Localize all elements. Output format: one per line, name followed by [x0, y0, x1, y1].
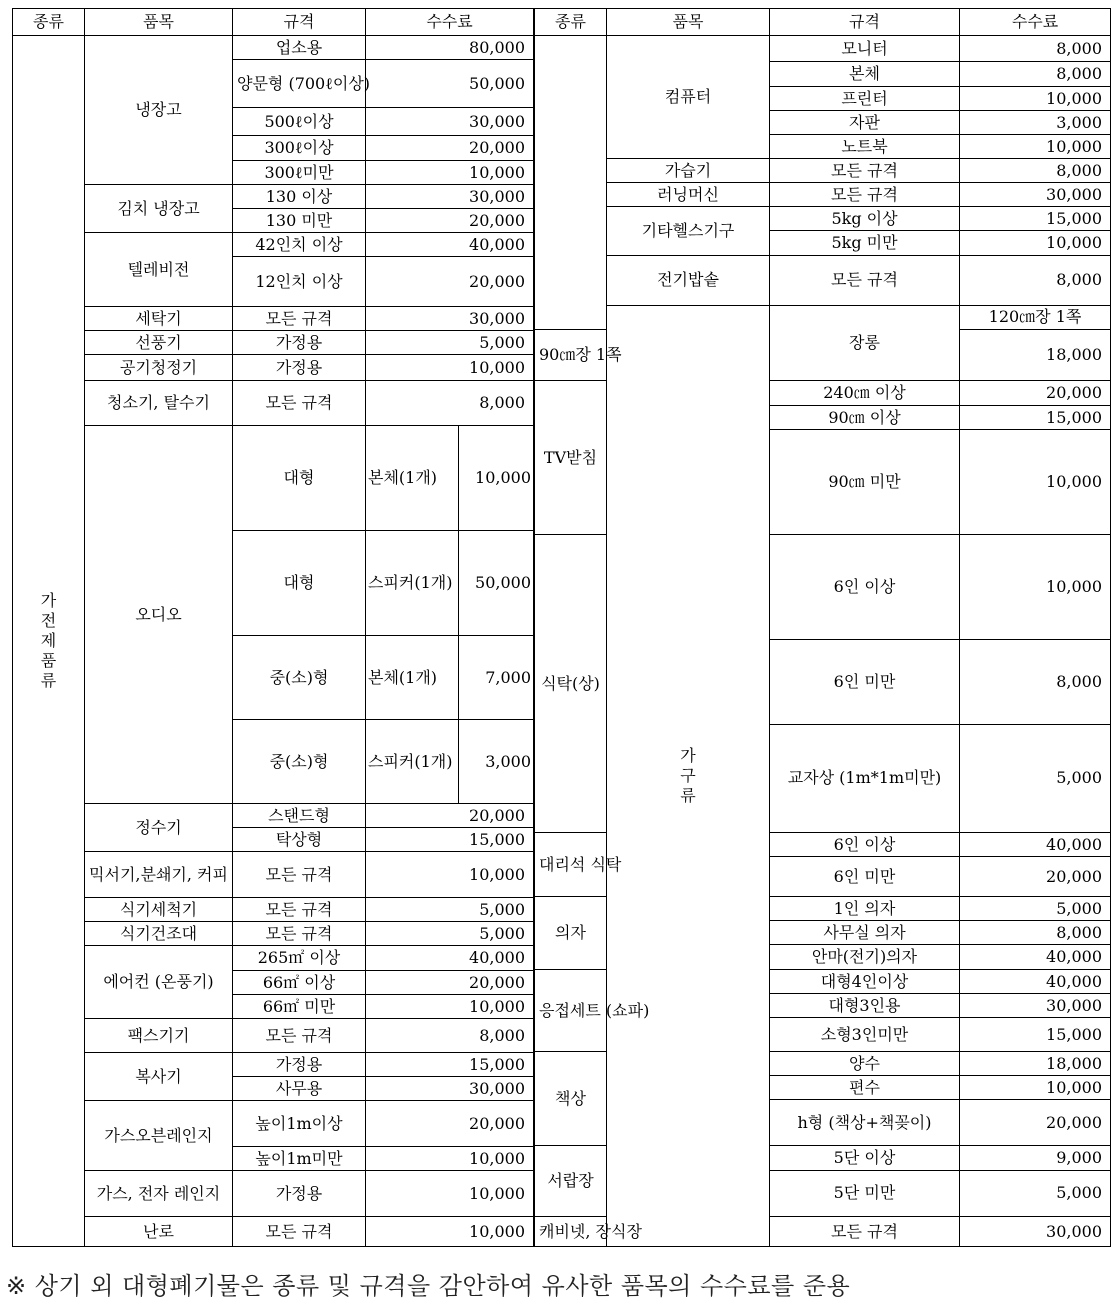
fee-cell: 50,000 [459, 531, 534, 636]
item-name: 기타헬스기구 [607, 207, 770, 255]
left-fee-table [12, 8, 534, 1247]
item-name: 장롱 [770, 305, 960, 380]
table-row [13, 1171, 534, 1217]
table-row [13, 381, 534, 426]
header-type: 종류 [13, 9, 85, 36]
fee-cell: 20,000 [366, 209, 534, 233]
fee-cell: 3,000 [459, 720, 534, 804]
table-row [13, 1101, 534, 1147]
fee-cell: 10,000 [366, 1217, 534, 1247]
fee-cell: 8,000 [960, 640, 1111, 724]
item-name: 냉장고 [85, 36, 233, 185]
item-name: 가스, 전자 레인지 [85, 1171, 233, 1217]
spec-cell: 130 미만 [233, 209, 366, 233]
table-row [13, 804, 534, 828]
spec-cell: 6인 이상 [770, 832, 960, 856]
spec-cell: 스탠드형 [233, 804, 366, 828]
fee-cell: 40,000 [960, 832, 1111, 856]
table-row [535, 159, 1111, 183]
header-item: 품목 [607, 9, 770, 36]
item-name: 오디오 [85, 426, 233, 804]
item-name: 청소기, 탈수기 [85, 381, 233, 426]
fee-cell: 8,000 [960, 159, 1111, 183]
spec-cell: 12인치 이상 [233, 257, 366, 307]
fee-cell: 5,000 [366, 922, 534, 946]
spec-cell: 모든 규격 [233, 898, 366, 922]
fee-cell: 30,000 [366, 1077, 534, 1101]
fee-tables [12, 8, 1111, 1247]
item-name: 에어컨 (온풍기) [85, 946, 233, 1019]
fee-cell: 15,000 [960, 1018, 1111, 1052]
spec-cell: 5단 이상 [770, 1146, 960, 1170]
spec-cell: 300ℓ미만 [233, 161, 366, 185]
table-row [13, 1053, 534, 1077]
item-name: 식탁(상) [535, 535, 607, 833]
table-header-row [535, 9, 1111, 36]
fee-cell: 5,000 [366, 331, 534, 355]
table-row [13, 307, 534, 331]
spec-cell: 대형4인이상 [770, 970, 960, 994]
spec-cell: 모니터 [770, 36, 960, 62]
item-name: 식기건조대 [85, 922, 233, 946]
table-row [13, 185, 534, 209]
fee-cell: 10,000 [960, 535, 1111, 640]
fee-cell: 18,000 [960, 329, 1111, 380]
spec-cell: 6인 이상 [770, 535, 960, 640]
fee-cell: 5,000 [960, 724, 1111, 832]
spec-cell: 265㎡ 이상 [233, 946, 366, 971]
fee-cell: 40,000 [960, 945, 1111, 970]
spec-cell: 가정용 [233, 355, 366, 381]
spec-cell: 66㎡ 미만 [233, 995, 366, 1019]
item-name: 대리석 식탁 [535, 832, 607, 896]
header-spec: 규격 [233, 9, 366, 36]
table-row [13, 426, 534, 531]
audio-size: 중(소)형 [233, 636, 366, 720]
spec-cell: 모든 규격 [233, 922, 366, 946]
item-name: 식기세척기 [85, 898, 233, 922]
fee-cell: 10,000 [960, 1076, 1111, 1100]
fee-cell: 8,000 [366, 1019, 534, 1053]
spec-cell: 240㎝ 이상 [770, 380, 960, 405]
item-name: 믹서기,분쇄기, 커피 [85, 852, 233, 898]
fee-cell: 50,000 [366, 60, 534, 108]
fee-cell: 3,000 [960, 111, 1111, 135]
fee-cell: 8,000 [960, 921, 1111, 945]
spec-cell: 모든 규격 [233, 381, 366, 426]
spec-cell: 90㎝장 1쪽 [535, 329, 607, 380]
table-row [535, 305, 1111, 329]
table-row [535, 207, 1111, 231]
spec-cell: 모든 규격 [233, 852, 366, 898]
fee-cell: 20,000 [960, 380, 1111, 405]
item-name: 가습기 [607, 159, 770, 183]
header-spec: 규격 [770, 9, 960, 36]
fee-cell: 15,000 [366, 828, 534, 852]
item-name: 의자 [535, 896, 607, 969]
category-blank [535, 36, 607, 330]
spec-cell: 5kg 이상 [770, 207, 960, 231]
audio-part: 스피커(1개) [366, 720, 459, 804]
spec-cell: 교자상 (1m*1m미만) [770, 724, 960, 832]
item-name: TV받침 [535, 380, 607, 534]
table-row [13, 233, 534, 257]
table-row [13, 922, 534, 946]
table-row [13, 852, 534, 898]
spec-cell: 노트북 [770, 135, 960, 159]
audio-part: 본체(1개) [366, 636, 459, 720]
spec-cell: 업소용 [233, 36, 366, 60]
item-name: 러닝머신 [607, 183, 770, 207]
category-furniture: 가구류 [607, 305, 770, 1246]
spec-cell: 66㎡ 이상 [233, 971, 366, 995]
fee-cell: 8,000 [366, 381, 534, 426]
table-row [13, 946, 534, 971]
spec-cell: 양수 [770, 1052, 960, 1076]
spec-cell: 130 이상 [233, 185, 366, 209]
fee-cell: 10,000 [366, 161, 534, 185]
spec-cell: 120㎝장 1쪽 [960, 305, 1111, 329]
fee-cell: 10,000 [459, 426, 534, 531]
table-row [535, 183, 1111, 207]
table-row [13, 36, 534, 60]
fee-cell: 15,000 [960, 405, 1111, 429]
item-name: 전기밥솥 [607, 255, 770, 305]
fee-cell: 8,000 [960, 62, 1111, 87]
spec-cell: 안마(전기)의자 [770, 945, 960, 970]
table-row [13, 331, 534, 355]
spec-cell: 모든 규격 [770, 159, 960, 183]
item-name: 공기청정기 [85, 355, 233, 381]
fee-cell: 80,000 [366, 36, 534, 60]
spec-cell: 양문형 (700ℓ이상) [233, 60, 366, 108]
fee-cell: 8,000 [960, 255, 1111, 305]
spec-cell: 1인 의자 [770, 896, 960, 920]
fee-cell: 10,000 [366, 355, 534, 381]
fee-cell: 20,000 [366, 136, 534, 161]
header-item: 품목 [85, 9, 233, 36]
fee-cell: 9,000 [960, 1146, 1111, 1170]
table-row [13, 1217, 534, 1247]
spec-cell: 500ℓ이상 [233, 108, 366, 136]
spec-cell: 본체 [770, 62, 960, 87]
table-row [13, 898, 534, 922]
spec-cell: 높이1m이상 [233, 1101, 366, 1147]
header-fee: 수수료 [366, 9, 534, 36]
fee-cell: 10,000 [960, 429, 1111, 534]
spec-cell: 5단 미만 [770, 1170, 960, 1216]
audio-part: 본체(1개) [366, 426, 459, 531]
spec-cell: 자판 [770, 111, 960, 135]
fee-cell: 40,000 [366, 233, 534, 257]
audio-size: 대형 [233, 426, 366, 531]
table-row [13, 355, 534, 381]
spec-cell: 소형3인미만 [770, 1018, 960, 1052]
fee-cell: 20,000 [366, 971, 534, 995]
fee-cell: 20,000 [366, 257, 534, 307]
table-row [13, 1019, 534, 1053]
spec-cell: 높이1m미만 [233, 1147, 366, 1171]
item-name: 김치 냉장고 [85, 185, 233, 233]
footnote: ※ 상기 외 대형폐기물은 종류 및 규격을 감안하여 유사한 품목의 수수료를 준용 [6, 1272, 851, 1300]
spec-cell: 모든 규격 [233, 307, 366, 331]
spec-cell: 5kg 미만 [770, 231, 960, 255]
fee-cell: 5,000 [960, 1170, 1111, 1216]
spec-cell: 사무용 [233, 1077, 366, 1101]
spec-cell: 가정용 [233, 1053, 366, 1077]
fee-cell: 18,000 [960, 1052, 1111, 1076]
category-appliances: 가전제품류 [13, 36, 85, 1247]
table-row [535, 36, 1111, 62]
fee-cell: 10,000 [960, 231, 1111, 255]
fee-cell: 10,000 [366, 1147, 534, 1171]
fee-cell: 15,000 [366, 1053, 534, 1077]
fee-cell: 30,000 [960, 183, 1111, 207]
fee-cell: 8,000 [960, 36, 1111, 62]
item-name: 세탁기 [85, 307, 233, 331]
header-fee: 수수료 [960, 9, 1111, 36]
item-name: 정수기 [85, 804, 233, 852]
spec-cell: 6인 미만 [770, 856, 960, 896]
item-name: 컴퓨터 [607, 36, 770, 159]
spec-cell: 편수 [770, 1076, 960, 1100]
fee-cell: 15,000 [960, 207, 1111, 231]
spec-cell: 42인치 이상 [233, 233, 366, 257]
spec-cell: 90㎝ 이상 [770, 405, 960, 429]
spec-cell: 가정용 [233, 331, 366, 355]
fee-cell: 30,000 [366, 307, 534, 331]
audio-size: 대형 [233, 531, 366, 636]
spec-cell: 모든 규격 [770, 255, 960, 305]
spec-cell: 6인 미만 [770, 640, 960, 724]
fee-cell: 10,000 [960, 87, 1111, 111]
spec-cell: 사무실 의자 [770, 921, 960, 945]
fee-cell: 20,000 [960, 856, 1111, 896]
fee-cell: 5,000 [960, 896, 1111, 920]
item-name: 팩스기기 [85, 1019, 233, 1053]
spec-cell: 모든 규격 [233, 1019, 366, 1053]
fee-cell: 10,000 [366, 995, 534, 1019]
fee-cell: 40,000 [366, 946, 534, 971]
spec-cell: 가정용 [233, 1171, 366, 1217]
spec-cell: 90㎝ 미만 [770, 429, 960, 534]
item-name: 응접세트 (쇼파) [535, 970, 607, 1052]
spec-cell: 300ℓ이상 [233, 136, 366, 161]
audio-size: 중(소)형 [233, 720, 366, 804]
audio-part: 스피커(1개) [366, 531, 459, 636]
item-name: 책상 [535, 1052, 607, 1146]
item-name: 가스오븐레인지 [85, 1101, 233, 1171]
fee-cell: 30,000 [366, 185, 534, 209]
header-type: 종류 [535, 9, 607, 36]
fee-cell: 20,000 [960, 1100, 1111, 1146]
item-name: 서랍장 [535, 1146, 607, 1216]
item-name: 선풍기 [85, 331, 233, 355]
item-name: 텔레비전 [85, 233, 233, 307]
fee-cell: 10,000 [960, 135, 1111, 159]
fee-cell: 10,000 [366, 852, 534, 898]
fee-cell: 20,000 [366, 1101, 534, 1147]
spec-cell: 대형3인용 [770, 994, 960, 1018]
right-fee-table [534, 8, 1111, 1247]
item-name: 복사기 [85, 1053, 233, 1101]
fee-cell: 5,000 [366, 898, 534, 922]
table-row [535, 255, 1111, 305]
spec-cell: 모든 규격 [770, 1216, 960, 1246]
fee-cell: 20,000 [366, 804, 534, 828]
item-name: 난로 [85, 1217, 233, 1247]
spec-cell: 프린터 [770, 87, 960, 111]
spec-cell: 모든 규격 [770, 183, 960, 207]
fee-cell: 30,000 [960, 1216, 1111, 1246]
fee-cell: 10,000 [366, 1171, 534, 1217]
spec-cell: 탁상형 [233, 828, 366, 852]
fee-cell: 7,000 [459, 636, 534, 720]
fee-cell: 30,000 [960, 994, 1111, 1018]
spec-cell: h형 (책상+책꽂이) [770, 1100, 960, 1146]
fee-cell: 40,000 [960, 970, 1111, 994]
table-header-row [13, 9, 534, 36]
fee-cell: 30,000 [366, 108, 534, 136]
item-name: 캐비넷, 장식장 [535, 1216, 607, 1246]
spec-cell: 모든 규격 [233, 1217, 366, 1247]
